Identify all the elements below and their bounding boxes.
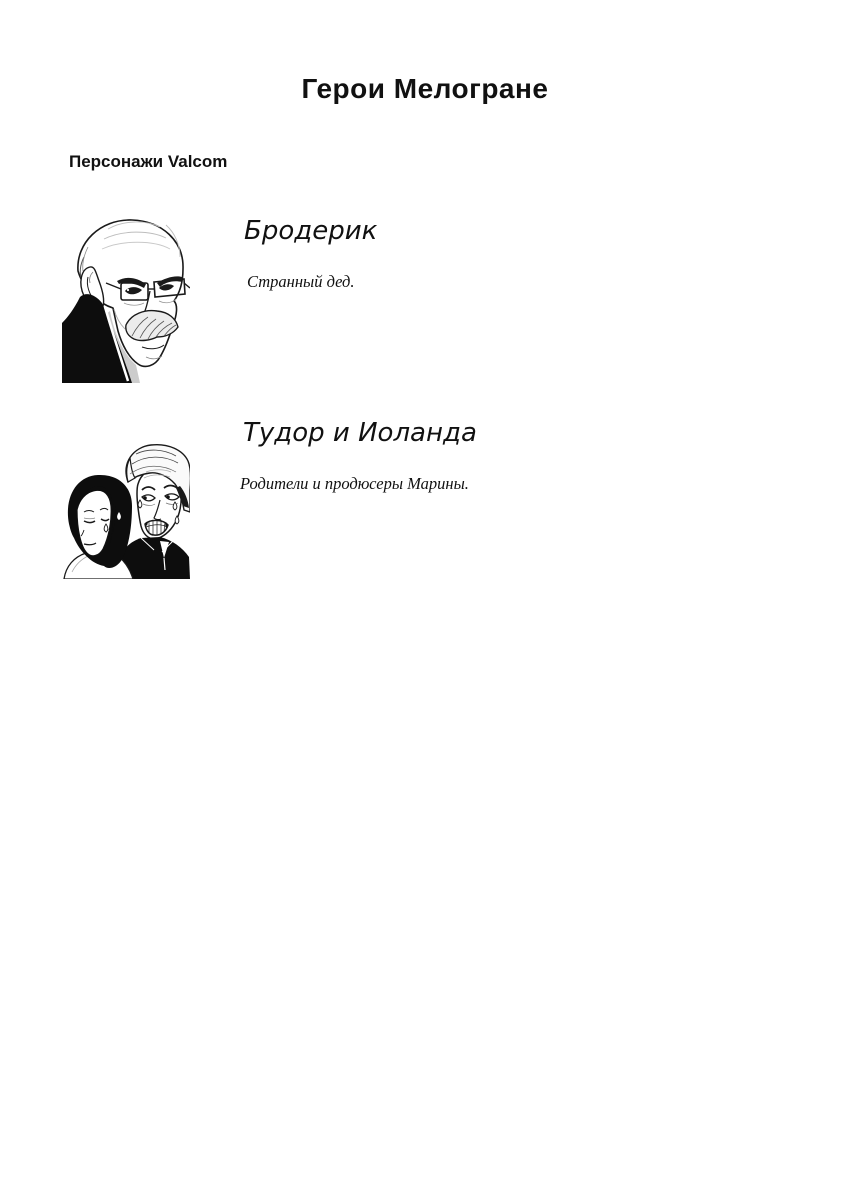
character-description: Странный дед. [247,272,355,291]
page-title: Герои Мелогране [301,73,549,104]
section-heading: Персонажи Valcom [69,152,228,171]
character-name: Бродерик [244,216,378,246]
character-name: Тудор и Иоланда [243,418,477,448]
character-description: Родители и продюсеры Марины. [240,474,469,493]
character-entry-broderick [0,203,850,385]
tudor-iolanda-portrait-icon [62,442,190,579]
broderick-portrait-icon [62,203,190,383]
character-entry-tudor-iolanda [0,415,850,580]
